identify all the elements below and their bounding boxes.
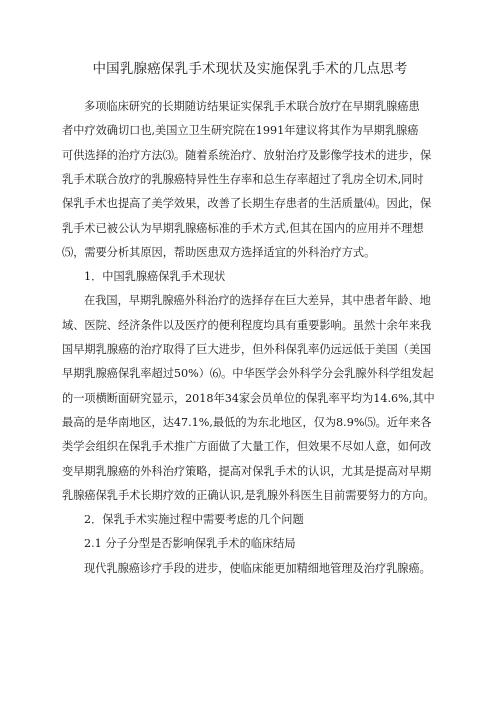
body-line: 在我国，早期乳腺癌外科治疗的选择存在巨大差异，其中患者年龄、地 (84, 294, 431, 308)
body-line: 2．保乳手术实施过程中需要考虑的几个问题 (84, 513, 304, 527)
body-line: 乳腺癌保乳手术长期疗效的正确认识,是乳腺外科医生目前需要努力的方向。 (62, 488, 435, 502)
body-line: 乳手术联合放疗的乳腺癌特异性生存率和总生存率超过了乳房全切术,同时 (62, 172, 424, 186)
body-line: 乳手术已被公认为早期乳腺癌标准的手术方式,但其在国内的应用并不理想 (62, 221, 424, 235)
body-line: 国早期乳腺癌的治疗取得了巨大进步，但外科保乳率仍远远低于美国（美国 (62, 343, 432, 356)
body-line: 早期乳腺癌保乳率超过50%）⑹。中华医学会外科学分会乳腺外科学组发起 (62, 367, 434, 381)
body-line: 最高的是华南地区，达47.1%,最低的为东北地区，仅为8.9%⑸。近年来各 (62, 415, 432, 429)
body-line: 1．中国乳腺癌保乳手术现状 (84, 270, 226, 284)
document-title: 中国乳腺癌保乳手术现状及实施保乳手术的几点思考 (92, 61, 408, 77)
body-line: 的一项横断面研究显示，2018年34家会员单位的保乳率平均为14.6%,其中 (62, 391, 435, 405)
body-line: 多项临床研究的长期随访结果证实保乳手术联合放疗在早期乳腺癌患 (84, 100, 420, 113)
body-line: 域、医院、经济条件以及医疗的便利程度均具有重要影响。虽然十余年来我 (62, 318, 432, 332)
body-line: ⑸，需要分析其原因，帮助医患双方选择适宜的外科治疗方式。 (62, 245, 376, 259)
body-line: 保乳手术也提高了美学效果，改善了长期生存患者的生活质量⑷。因此，保 (62, 197, 432, 211)
body-line: 可供选择的治疗方法⑶。随着系统治疗、放射治疗及影像学技术的进步，保 (62, 148, 432, 162)
body-line: 变早期乳腺癌的外科治疗策略，提高对保乳手术的认识，尤其是提高对早期 (62, 464, 432, 478)
body-line: 2.1 分子分型是否影响保乳手术的临床结局 (84, 537, 296, 551)
body-line: 类学会组织在保乳手术推广方面做了大量工作，但效果不尽如人意，如何改 (62, 440, 432, 454)
body-line: 者中疗效确切口也,美国立卫生研究院在1991年建议将其作为早期乳腺癌 (62, 124, 419, 138)
body-line: 现代乳腺癌诊疗手段的进步，使临床能更加精细地管理及治疗乳腺癌。 (84, 561, 431, 575)
